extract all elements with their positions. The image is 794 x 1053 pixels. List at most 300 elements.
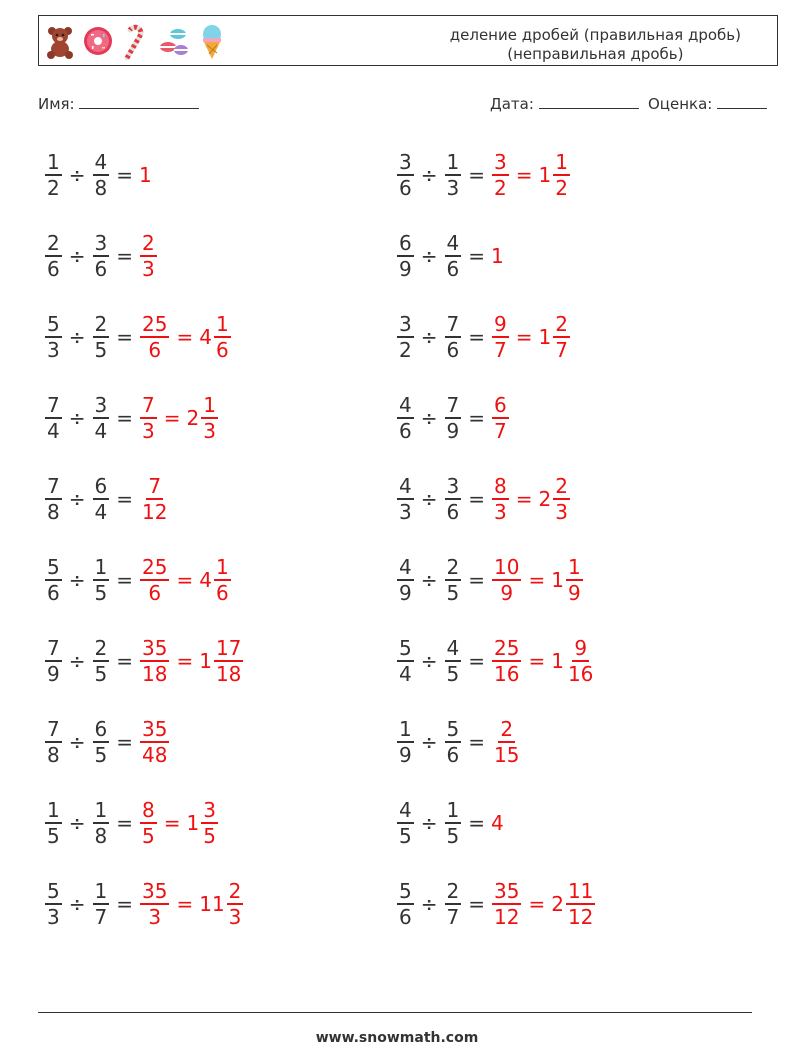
answer-whole-part: 1 xyxy=(538,325,552,349)
divisor-fraction xyxy=(445,313,462,361)
equals-sign: = xyxy=(468,892,485,916)
denominator: 6 xyxy=(446,743,460,767)
denominator: 7 xyxy=(494,419,507,443)
dividend-fraction xyxy=(45,880,62,928)
dividend-fraction xyxy=(397,799,414,847)
numerator: 4 xyxy=(399,393,412,417)
equals-sign: = xyxy=(116,568,133,592)
numerator: 2 xyxy=(94,312,108,336)
divide-sign: ÷ xyxy=(420,325,438,349)
numerator: 2 xyxy=(142,231,155,255)
numerator: 2 xyxy=(555,474,568,498)
name-blank[interactable] xyxy=(79,94,199,109)
divide-sign: ÷ xyxy=(420,487,438,511)
answer-mixed-fraction xyxy=(553,313,570,361)
problem xyxy=(44,226,158,286)
denominator: 5 xyxy=(446,824,460,848)
answer-mixed-fraction xyxy=(201,799,218,847)
problem xyxy=(44,388,219,448)
numerator: 3 xyxy=(203,798,216,822)
denominator: 12 xyxy=(142,500,168,524)
numerator: 2 xyxy=(500,717,514,741)
divisor-fraction xyxy=(445,394,462,442)
denominator: 3 xyxy=(142,257,155,281)
denominator: 48 xyxy=(142,743,168,767)
answer-fraction xyxy=(140,637,169,685)
dividend-fraction xyxy=(45,556,62,604)
date-label: Дата: xyxy=(490,95,534,113)
equals-sign: = xyxy=(468,487,485,511)
numerator: 1 xyxy=(94,879,108,903)
divide-sign: ÷ xyxy=(420,811,438,835)
denominator: 2 xyxy=(555,176,568,200)
denominator: 6 xyxy=(94,257,108,281)
denominator: 5 xyxy=(446,662,460,686)
denominator: 18 xyxy=(142,662,168,686)
answer-fraction xyxy=(140,313,169,361)
numerator: 8 xyxy=(494,474,507,498)
answer-integer: 1 xyxy=(139,163,152,187)
denominator: 6 xyxy=(148,338,162,362)
denominator: 5 xyxy=(142,824,155,848)
divisor-fraction xyxy=(445,637,462,685)
denominator: 3 xyxy=(47,338,60,362)
numerator: 2 xyxy=(555,312,568,336)
answer-mixed-fraction xyxy=(201,394,218,442)
dividend-fraction xyxy=(397,880,414,928)
numerator: 1 xyxy=(399,717,412,741)
answer-whole-part: 11 xyxy=(199,892,225,916)
numerator: 7 xyxy=(47,474,60,498)
equals-sign: = xyxy=(116,163,133,187)
header-icons xyxy=(45,22,227,60)
denominator: 5 xyxy=(399,824,412,848)
equals-sign: = xyxy=(116,325,133,349)
dividend-fraction xyxy=(397,313,414,361)
divide-sign: ÷ xyxy=(420,406,438,430)
numerator: 1 xyxy=(555,150,568,174)
answer-fraction xyxy=(492,394,509,442)
divisor-fraction xyxy=(445,475,462,523)
denominator: 5 xyxy=(203,824,216,848)
equals-sign: = xyxy=(468,811,485,835)
equals-sign: = xyxy=(116,892,133,916)
answer-equals-sign: = xyxy=(528,568,546,592)
denominator: 15 xyxy=(494,743,520,767)
equals-sign: = xyxy=(116,244,133,268)
answer-whole-part: 2 xyxy=(551,892,564,916)
answer-equals-sign: = xyxy=(528,892,546,916)
teddy-bear-icon xyxy=(45,22,75,60)
answer-whole-part: 4 xyxy=(199,568,212,592)
date-blank[interactable] xyxy=(539,94,639,109)
divisor-fraction xyxy=(93,718,110,766)
numerator: 35 xyxy=(142,879,168,903)
numerator: 25 xyxy=(142,312,168,336)
title-line-1: деление дробей (правильная дробь) xyxy=(449,26,741,44)
divisor-fraction xyxy=(93,475,110,523)
answer-fraction xyxy=(492,718,521,766)
numerator: 7 xyxy=(446,393,460,417)
numerator: 2 xyxy=(446,555,460,579)
denominator: 8 xyxy=(47,743,60,767)
problem xyxy=(44,550,232,610)
denominator: 4 xyxy=(94,500,108,524)
header-box xyxy=(38,15,778,66)
numerator: 7 xyxy=(142,393,155,417)
equals-sign: = xyxy=(468,244,485,268)
numerator: 1 xyxy=(446,150,460,174)
divisor-fraction xyxy=(445,880,462,928)
numerator: 1 xyxy=(446,798,460,822)
numerator: 3 xyxy=(446,474,460,498)
denominator: 9 xyxy=(567,581,581,605)
numerator: 1 xyxy=(567,555,581,579)
answer-integer: 1 xyxy=(491,244,504,268)
numerator: 7 xyxy=(47,393,60,417)
dividend-fraction xyxy=(397,556,414,604)
denominator: 6 xyxy=(215,581,229,605)
denominator: 4 xyxy=(94,419,108,443)
answer-mixed-fraction xyxy=(227,880,244,928)
problem xyxy=(396,793,504,853)
divisor-fraction xyxy=(93,313,110,361)
numerator: 4 xyxy=(446,231,460,255)
numerator: 4 xyxy=(446,636,460,660)
denominator: 6 xyxy=(446,500,460,524)
denominator: 6 xyxy=(215,338,229,362)
denominator: 6 xyxy=(399,905,412,929)
answer-fraction xyxy=(140,880,169,928)
numerator: 5 xyxy=(446,717,460,741)
denominator: 3 xyxy=(203,419,216,443)
numerator: 7 xyxy=(446,312,460,336)
answer-whole-part: 2 xyxy=(186,406,200,430)
denominator: 16 xyxy=(494,662,520,686)
denominator: 6 xyxy=(399,419,412,443)
divide-sign: ÷ xyxy=(68,487,86,511)
denominator: 6 xyxy=(446,257,460,281)
numerator: 4 xyxy=(399,798,412,822)
dividend-fraction xyxy=(45,313,62,361)
answer-equals-sign: = xyxy=(163,406,181,430)
divide-sign: ÷ xyxy=(68,730,86,754)
answer-fraction xyxy=(140,799,157,847)
answer-whole-part: 1 xyxy=(551,649,564,673)
divide-sign: ÷ xyxy=(420,649,438,673)
denominator: 9 xyxy=(47,662,60,686)
answer-mixed-fraction xyxy=(553,151,570,199)
denominator: 5 xyxy=(446,581,460,605)
problem xyxy=(396,550,584,610)
numerator: 1 xyxy=(215,555,229,579)
numerator: 9 xyxy=(494,312,507,336)
title-line-2: (неправильная дробь) xyxy=(507,45,684,63)
numerator: 2 xyxy=(47,231,60,255)
problem xyxy=(396,226,504,286)
answer-equals-sign: = xyxy=(176,568,194,592)
answer-equals-sign: = xyxy=(176,892,194,916)
problem xyxy=(396,145,571,205)
grade-label: Оценка: xyxy=(648,95,713,113)
numerator: 5 xyxy=(399,636,412,660)
denominator: 16 xyxy=(567,662,594,686)
answer-integer: 4 xyxy=(491,811,504,835)
denominator: 3 xyxy=(555,500,568,524)
numerator: 3 xyxy=(494,150,507,174)
answer-fraction xyxy=(492,313,509,361)
numerator: 1 xyxy=(215,312,229,336)
answer-whole-part: 1 xyxy=(186,811,200,835)
denominator: 3 xyxy=(494,500,507,524)
denominator: 6 xyxy=(148,581,162,605)
numerator: 10 xyxy=(494,555,520,579)
problem xyxy=(396,712,522,772)
denominator: 3 xyxy=(148,905,162,929)
answer-fraction xyxy=(492,880,521,928)
numerator: 1 xyxy=(203,393,216,417)
denominator: 12 xyxy=(494,905,520,929)
numerator: 35 xyxy=(142,717,168,741)
footer-divider xyxy=(38,1012,752,1013)
denominator: 7 xyxy=(94,905,108,929)
equals-sign: = xyxy=(116,487,133,511)
denominator: 5 xyxy=(94,338,108,362)
divide-sign: ÷ xyxy=(68,892,86,916)
numerator: 2 xyxy=(94,636,108,660)
name-field[interactable] xyxy=(38,94,199,113)
numerator: 35 xyxy=(494,879,520,903)
problem xyxy=(396,388,510,448)
denominator: 5 xyxy=(94,743,108,767)
numerator: 4 xyxy=(399,555,412,579)
divisor-fraction xyxy=(93,151,110,199)
numerator: 5 xyxy=(47,312,60,336)
dividend-fraction xyxy=(397,151,414,199)
dividend-fraction xyxy=(397,394,414,442)
numerator: 11 xyxy=(567,879,594,903)
numerator: 25 xyxy=(494,636,520,660)
dividend-fraction xyxy=(45,637,62,685)
answer-equals-sign: = xyxy=(176,649,194,673)
denominator: 12 xyxy=(567,905,594,929)
dividend-fraction xyxy=(45,151,62,199)
dividend-fraction xyxy=(397,637,414,685)
numerator: 3 xyxy=(399,312,412,336)
denominator: 3 xyxy=(228,905,242,929)
denominator: 9 xyxy=(500,581,514,605)
dividend-fraction xyxy=(45,475,62,523)
answer-fraction xyxy=(140,718,169,766)
numerator: 3 xyxy=(94,393,108,417)
problem xyxy=(396,307,571,367)
answer-fraction xyxy=(140,394,157,442)
numerator: 6 xyxy=(94,717,108,741)
equals-sign: = xyxy=(468,568,485,592)
answer-whole-part: 2 xyxy=(538,487,552,511)
ice-cream-icon xyxy=(197,22,227,60)
divisor-fraction xyxy=(93,232,110,280)
date-field[interactable] xyxy=(490,94,639,113)
answer-mixed-fraction xyxy=(214,556,231,604)
divide-sign: ÷ xyxy=(68,163,86,187)
numerator: 1 xyxy=(94,798,108,822)
answer-fraction xyxy=(492,475,509,523)
answer-equals-sign: = xyxy=(176,325,194,349)
denominator: 5 xyxy=(94,581,108,605)
numerator: 6 xyxy=(494,393,507,417)
denominator: 9 xyxy=(399,581,412,605)
divisor-fraction xyxy=(93,556,110,604)
numerator: 25 xyxy=(142,555,168,579)
denominator: 3 xyxy=(399,500,412,524)
answer-equals-sign: = xyxy=(515,487,533,511)
answer-whole-part: 1 xyxy=(199,649,212,673)
denominator: 8 xyxy=(47,500,60,524)
name-label: Имя: xyxy=(38,95,75,113)
numerator: 6 xyxy=(94,474,108,498)
equals-sign: = xyxy=(116,649,133,673)
equals-sign: = xyxy=(116,730,133,754)
denominator: 18 xyxy=(215,662,242,686)
denominator: 5 xyxy=(94,662,108,686)
dividend-fraction xyxy=(45,232,62,280)
answer-fraction xyxy=(140,475,169,523)
problem xyxy=(44,793,219,853)
dividend-fraction xyxy=(45,394,62,442)
donut-icon xyxy=(83,22,113,60)
denominator: 4 xyxy=(399,662,412,686)
worksheet-title xyxy=(450,26,741,64)
numerator: 17 xyxy=(215,636,242,660)
answer-fraction xyxy=(492,151,509,199)
answer-fraction xyxy=(492,637,521,685)
answer-whole-part: 4 xyxy=(199,325,212,349)
numerator: 7 xyxy=(47,636,60,660)
grade-field[interactable] xyxy=(648,94,767,113)
divide-sign: ÷ xyxy=(68,568,86,592)
problem xyxy=(44,307,232,367)
divisor-fraction xyxy=(93,880,110,928)
answer-equals-sign: = xyxy=(528,649,546,673)
numerator: 4 xyxy=(399,474,412,498)
answer-whole-part: 1 xyxy=(551,568,564,592)
answer-mixed-fraction xyxy=(566,556,583,604)
numerator: 1 xyxy=(47,150,60,174)
denominator: 2 xyxy=(47,176,60,200)
divide-sign: ÷ xyxy=(420,568,438,592)
dividend-fraction xyxy=(397,232,414,280)
dividend-fraction xyxy=(45,799,62,847)
denominator: 5 xyxy=(47,824,60,848)
numerator: 7 xyxy=(47,717,60,741)
problem xyxy=(44,631,244,691)
divisor-fraction xyxy=(445,799,462,847)
denominator: 6 xyxy=(47,257,60,281)
equals-sign: = xyxy=(116,811,133,835)
dividend-fraction xyxy=(397,718,414,766)
divisor-fraction xyxy=(93,394,110,442)
problem xyxy=(396,469,571,529)
footer-site: www.snowmath.com xyxy=(315,1030,479,1046)
answer-equals-sign: = xyxy=(515,163,533,187)
numerator: 5 xyxy=(399,879,412,903)
denominator: 7 xyxy=(446,905,460,929)
dividend-fraction xyxy=(45,718,62,766)
grade-blank[interactable] xyxy=(717,94,767,109)
numerator: 3 xyxy=(94,231,108,255)
problem xyxy=(44,874,244,934)
answer-fraction xyxy=(140,232,157,280)
answer-whole-part: 1 xyxy=(538,163,552,187)
problem xyxy=(396,874,596,934)
divisor-fraction xyxy=(445,556,462,604)
equals-sign: = xyxy=(116,406,133,430)
numerator: 6 xyxy=(399,231,412,255)
numerator: 35 xyxy=(142,636,168,660)
denominator: 9 xyxy=(399,257,412,281)
divide-sign: ÷ xyxy=(68,811,86,835)
equals-sign: = xyxy=(468,406,485,430)
denominator: 6 xyxy=(47,581,60,605)
divisor-fraction xyxy=(93,799,110,847)
numerator: 2 xyxy=(446,879,460,903)
denominator: 7 xyxy=(494,338,507,362)
dividend-fraction xyxy=(397,475,414,523)
answer-mixed-fraction xyxy=(566,880,595,928)
numerator: 1 xyxy=(47,798,60,822)
equals-sign: = xyxy=(468,325,485,349)
problem xyxy=(44,712,170,772)
answer-mixed-fraction xyxy=(214,313,231,361)
divisor-fraction xyxy=(445,151,462,199)
answer-mixed-fraction xyxy=(553,475,570,523)
equals-sign: = xyxy=(468,649,485,673)
divide-sign: ÷ xyxy=(420,730,438,754)
divide-sign: ÷ xyxy=(420,244,438,268)
numerator: 9 xyxy=(574,636,588,660)
candy-cane-icon xyxy=(121,22,151,60)
macarons-icon xyxy=(159,22,189,60)
denominator: 8 xyxy=(94,824,108,848)
denominator: 8 xyxy=(94,176,108,200)
divide-sign: ÷ xyxy=(68,406,86,430)
divide-sign: ÷ xyxy=(420,163,438,187)
divisor-fraction xyxy=(445,232,462,280)
denominator: 7 xyxy=(555,338,568,362)
denominator: 9 xyxy=(399,743,412,767)
problem xyxy=(44,145,152,205)
numerator: 5 xyxy=(47,879,60,903)
denominator: 3 xyxy=(446,176,460,200)
numerator: 3 xyxy=(399,150,412,174)
numerator: 5 xyxy=(47,555,60,579)
equals-sign: = xyxy=(468,163,485,187)
divisor-fraction xyxy=(93,637,110,685)
answer-mixed-fraction xyxy=(214,637,243,685)
numerator: 2 xyxy=(228,879,242,903)
denominator: 2 xyxy=(494,176,507,200)
numerator: 4 xyxy=(94,150,108,174)
numerator: 1 xyxy=(94,555,108,579)
answer-fraction xyxy=(140,556,169,604)
answer-equals-sign: = xyxy=(163,811,181,835)
divide-sign: ÷ xyxy=(68,649,86,673)
denominator: 3 xyxy=(47,905,60,929)
answer-equals-sign: = xyxy=(515,325,533,349)
answer-mixed-fraction xyxy=(566,637,595,685)
denominator: 9 xyxy=(446,419,460,443)
